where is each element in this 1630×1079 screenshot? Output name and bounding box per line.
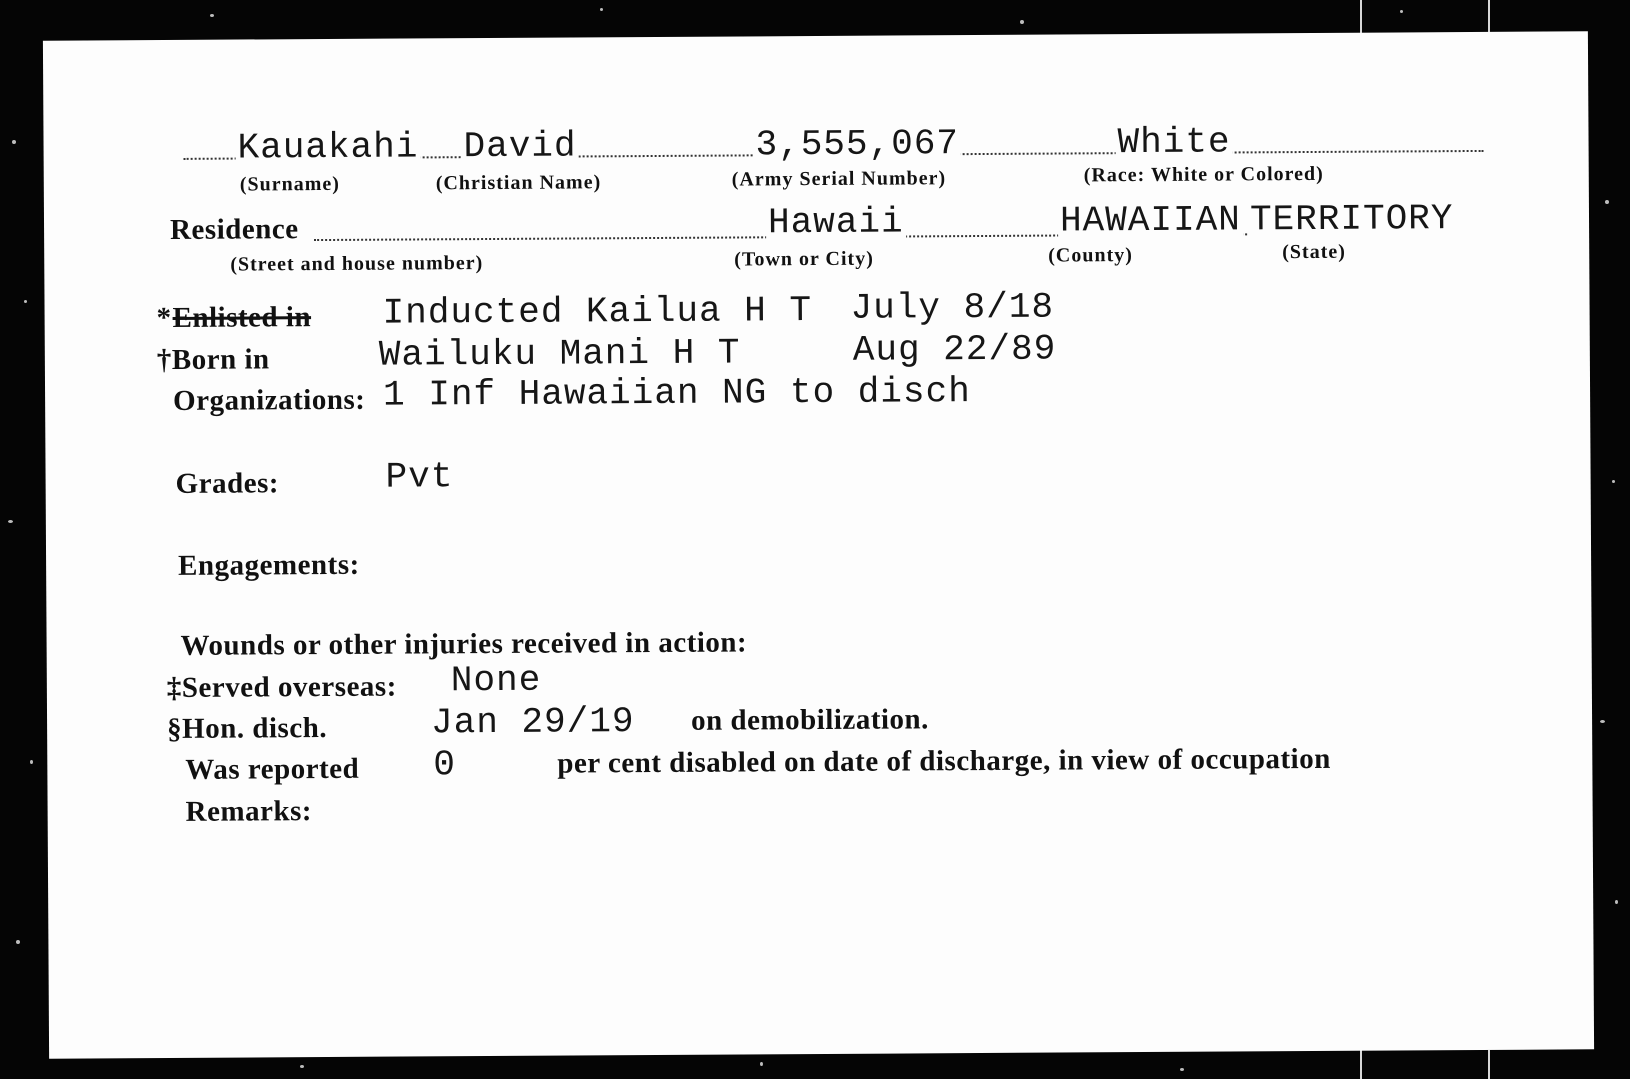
- overseas-label: ‡Served overseas:: [166, 670, 397, 704]
- engagements-label: Engagements:: [178, 548, 360, 582]
- organizations-label: Organizations:: [173, 383, 366, 417]
- born-date: Aug 22/89: [852, 328, 1057, 371]
- born-value: Wailuku Mani H T: [378, 332, 741, 376]
- state-label: (State): [1282, 240, 1346, 264]
- reported-suffix: per cent disabled on date of discharge, in view of occupation: [557, 742, 1331, 780]
- race-label: (Race: White or Colored): [1083, 162, 1324, 187]
- organizations-value: 1 Inf Hawaiian NG to disch: [382, 371, 971, 416]
- serial-number-label: (Army Serial Number): [731, 167, 947, 191]
- enlisted-date: July 8/18: [850, 286, 1055, 329]
- enlisted-value: Inducted Kailua H T: [382, 290, 813, 334]
- town-label: (Town or City): [734, 247, 874, 271]
- residence-label: Residence: [170, 213, 301, 247]
- record-card: [43, 31, 1594, 1058]
- discharge-date: Jan 29/19: [430, 701, 635, 744]
- serial-number-value: 3,555,067: [755, 123, 960, 166]
- surname-value: Kauakahi: [237, 126, 419, 169]
- enlisted-label: Enlisted in: [172, 301, 312, 334]
- reported-value: 0: [433, 744, 457, 786]
- christian-name-label: (Christian Name): [435, 171, 602, 195]
- enlisted-mark: *: [156, 301, 172, 335]
- surname-label: (Surname): [239, 172, 340, 196]
- county-value: HAWAIIAN: [1059, 199, 1241, 242]
- reported-label: Was reported: [185, 752, 360, 786]
- state-value: TERRITORY: [1249, 198, 1454, 241]
- county-label: (County): [1048, 244, 1133, 267]
- discharge-label: §Hon. disch.: [167, 712, 328, 745]
- town-value: Hawaii: [767, 201, 904, 244]
- grades-value: Pvt: [385, 456, 454, 498]
- street-label: (Street and house number): [230, 252, 484, 276]
- remarks-label: Remarks:: [185, 795, 313, 828]
- race-value: White: [1117, 121, 1231, 164]
- overseas-value: None: [450, 659, 542, 702]
- christian-name-value: David: [463, 125, 577, 168]
- born-label: †Born in: [156, 343, 270, 377]
- wounds-label: Wounds or other injuries received in action:: [180, 626, 748, 662]
- discharge-suffix: on demobilization.: [690, 703, 929, 737]
- grades-label: Grades:: [175, 467, 280, 500]
